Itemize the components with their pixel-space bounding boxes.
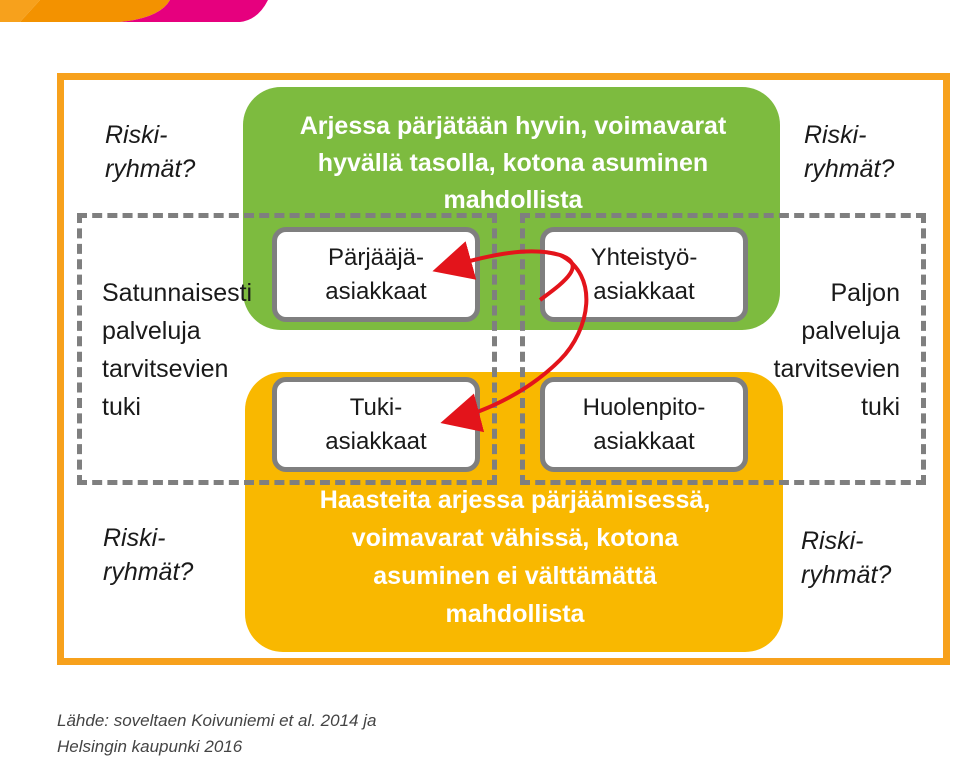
side-line: palveluja bbox=[801, 317, 900, 345]
box-tuki bbox=[272, 377, 480, 472]
risk-line: ryhmät? bbox=[105, 155, 196, 183]
side-line: tarvitsevien bbox=[773, 355, 900, 383]
source-note bbox=[57, 708, 376, 760]
green-zone-text bbox=[258, 108, 768, 219]
orange-zone-line: asuminen ei välttämättä bbox=[373, 562, 657, 590]
risk-line: ryhmät? bbox=[804, 155, 895, 183]
source-line: Helsingin kaupunki 2016 bbox=[57, 737, 243, 756]
side-line: Satunnaisesti bbox=[102, 279, 253, 307]
box-parjaaja bbox=[272, 227, 480, 322]
box-label: asiakkaat bbox=[593, 277, 695, 305]
risk-line: ryhmät? bbox=[801, 561, 892, 589]
risk-line: Riski- bbox=[804, 121, 867, 149]
box-label: Tuki- bbox=[349, 393, 403, 421]
box-huolenpito bbox=[540, 377, 748, 472]
box-label: asiakkaat bbox=[593, 427, 695, 455]
side-label-left bbox=[102, 274, 252, 426]
source-line: Lähde: soveltaen Koivuniemi et al. 2014 ja bbox=[57, 711, 377, 730]
side-line: tuki bbox=[102, 393, 141, 421]
risk-line: ryhmät? bbox=[103, 558, 194, 586]
orange-zone-line: voimavarat vähissä, kotona bbox=[351, 524, 679, 552]
risk-label-bottom-right bbox=[801, 524, 891, 592]
brand-decoration bbox=[0, 0, 300, 22]
side-line: Paljon bbox=[830, 279, 900, 307]
orange-zone-line: mahdollista bbox=[445, 600, 585, 628]
box-label: Pärjääjä- bbox=[327, 243, 425, 271]
risk-line: Riski- bbox=[103, 524, 166, 552]
risk-label-bottom-left bbox=[103, 521, 193, 589]
box-label: asiakkaat bbox=[325, 427, 427, 455]
risk-label-top-left bbox=[105, 118, 195, 186]
side-line: tarvitsevien bbox=[102, 355, 229, 383]
orange-zone-line: Haasteita arjessa pärjäämisessä, bbox=[319, 486, 711, 514]
box-yhteistyo bbox=[540, 227, 748, 322]
side-line: palveluja bbox=[102, 317, 201, 345]
side-line: tuki bbox=[861, 393, 900, 421]
box-label: Yhteistyö- bbox=[590, 243, 698, 271]
risk-line: Riski- bbox=[105, 121, 168, 149]
green-zone-line: Arjessa pärjätään hyvin, voimavarat bbox=[299, 112, 727, 140]
box-label: Huolenpito- bbox=[582, 393, 706, 421]
box-label: asiakkaat bbox=[325, 277, 427, 305]
green-zone-line: mahdollista bbox=[443, 186, 583, 214]
green-zone-line: hyvällä tasolla, kotona asuminen bbox=[317, 149, 709, 177]
orange-zone-text bbox=[260, 481, 770, 633]
side-label-right bbox=[732, 274, 900, 426]
risk-label-top-right bbox=[804, 118, 894, 186]
risk-line: Riski- bbox=[801, 527, 864, 555]
